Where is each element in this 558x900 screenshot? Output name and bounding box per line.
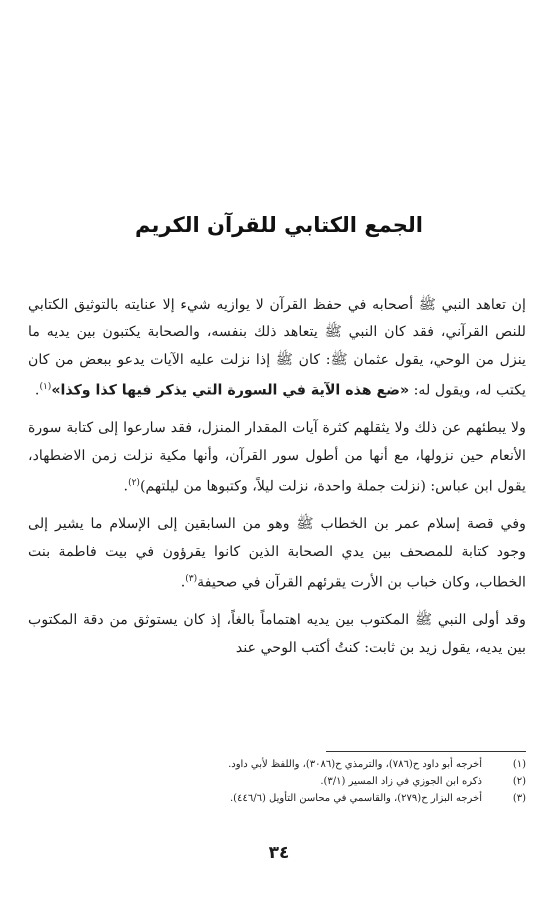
footnote-number: (٣) <box>512 793 526 804</box>
footnote-ref-2: (٢) <box>128 478 140 489</box>
paragraph-1-text: إن تعاهد النبي ﷺ أصحابه في حفظ القرآن لا يوازيه شيء إلا عنايته بالتوثيق الكتابي للنص القرآني، فقد كان النبي ﷺ يتعاهد ذلك بنفسه، والصحابة يكتبون بين يديه ما ينزل من الوحي، يقول عثمان ﷺ: كان ﷺ إذا نزلت عليه الآيات يدعو ببعض من كان يكتب له، ويقول له: <box>28 297 526 399</box>
footnote-text: ذكره ابن الجوزي في زاد المسير (٣/١). <box>320 776 482 787</box>
footnote-1 <box>28 756 526 773</box>
paragraph-3-text: وفي قصة إسلام عمر بن الخطاب ﷺ وهو من السابقين إلى الإسلام ما يشير إلى وجود كتابة للمصحف بين يدي الصحابة الذين كانوا يقرؤون في بيت فاطمة بنت الخطاب، وكان خباب بن الأرت يقرئهم القرآن في صحيفة <box>28 516 526 591</box>
footnotes <box>28 756 526 807</box>
footnote-ref-3: (٣) <box>185 574 198 585</box>
paragraph-4 <box>28 607 526 662</box>
footnote-text: أخرجه البزار ح(٢٧٩)، والقاسمي في محاسن التأويل (٤٤٦/٦). <box>230 793 482 804</box>
page-number: ٣٤ <box>268 843 290 863</box>
paragraph-1: إن تعاهد النبي ﷺ أصحابه في حفظ القرآن لا يوازيه شيء إلا عنايته بالتوثيق الكتابي للنص القرآني، فقد كان النبي ﷺ يتعاهد ذلك بنفسه، والصحابة يكتبون بين يديه ما ينزل من الوحي، يقول عثمان ﷺ: كان ﷺ إذا نزلت عليه الآيات يدعو ببعض من كان يكتب له، ويقول له: «ضع هذه الآية في السورة التي يذكر فيها كذا وكذا»$^{(١)}$. <box>28 297 526 399</box>
paragraph-2-text: ولا يبطئهم عن ذلك ولا يثقلهم كثرة آيات المقدار المنزل، فقد سارعوا إلى كتابة سورة الأنعام حين نزولها، مع أنها من أطول سور القرآن، وأنها مكية نزلت زمن الاضطهاد، يقول ابن عباس: (نزلت جملة واحدة، نزلت ليلاً، وكتبوها من ليلتهم) <box>28 420 526 495</box>
footnote-text: أخرجه أبو داود ح(٧٨٦)، والترمذي ح(٣٠٨٦)، واللفظ لأبي داود. <box>228 759 482 770</box>
footnote-number: (١) <box>512 759 526 770</box>
paragraph-4-text: وقد أولى النبي ﷺ المكتوب بين يديه اهتماماً بالغاً، إذ كان يستوثق من دقة المكتوب بين يديه، يقول زيد بن ثابت: كنتُ أكتب الوحي عند <box>28 612 526 656</box>
footnote-3 <box>28 790 526 807</box>
footnote-number: (٢) <box>512 776 526 787</box>
hadith-quote: «ضع هذه الآية في السورة التي يذكر فيها كذا وكذا» <box>51 382 410 399</box>
paragraph-3: وفي قصة إسلام عمر بن الخطاب ﷺ وهو من السابقين إلى الإسلام ما يشير إلى وجود كتابة للمصحف بين يدي الصحابة الذين كانوا يقرؤون في بيت فاطمة بنت الخطاب، وكان خباب بن الأرت يقرئهم القرآن في صحيفة$^{(٣)}$. <box>28 516 526 591</box>
footnote-ref-1: (١) <box>39 382 52 393</box>
chapter-title: الجمع الكتابي للقرآن الكريم <box>135 213 423 238</box>
footnote-divider <box>326 751 526 752</box>
paragraph-2: ولا يبطئهم عن ذلك ولا يثقلهم كثرة آيات المقدار المنزل، فقد سارعوا إلى كتابة سورة الأنعام حين نزولها، مع أنها من أطول سور القرآن، وأنها مكية نزلت زمن الاضطهاد، يقول ابن عباس: (نزلت جملة واحدة، نزلت ليلاً، وكتبوها من ليلتهم)$^{(٢)}$. <box>28 420 526 495</box>
body-text <box>28 292 526 662</box>
footnote-2 <box>28 773 526 790</box>
